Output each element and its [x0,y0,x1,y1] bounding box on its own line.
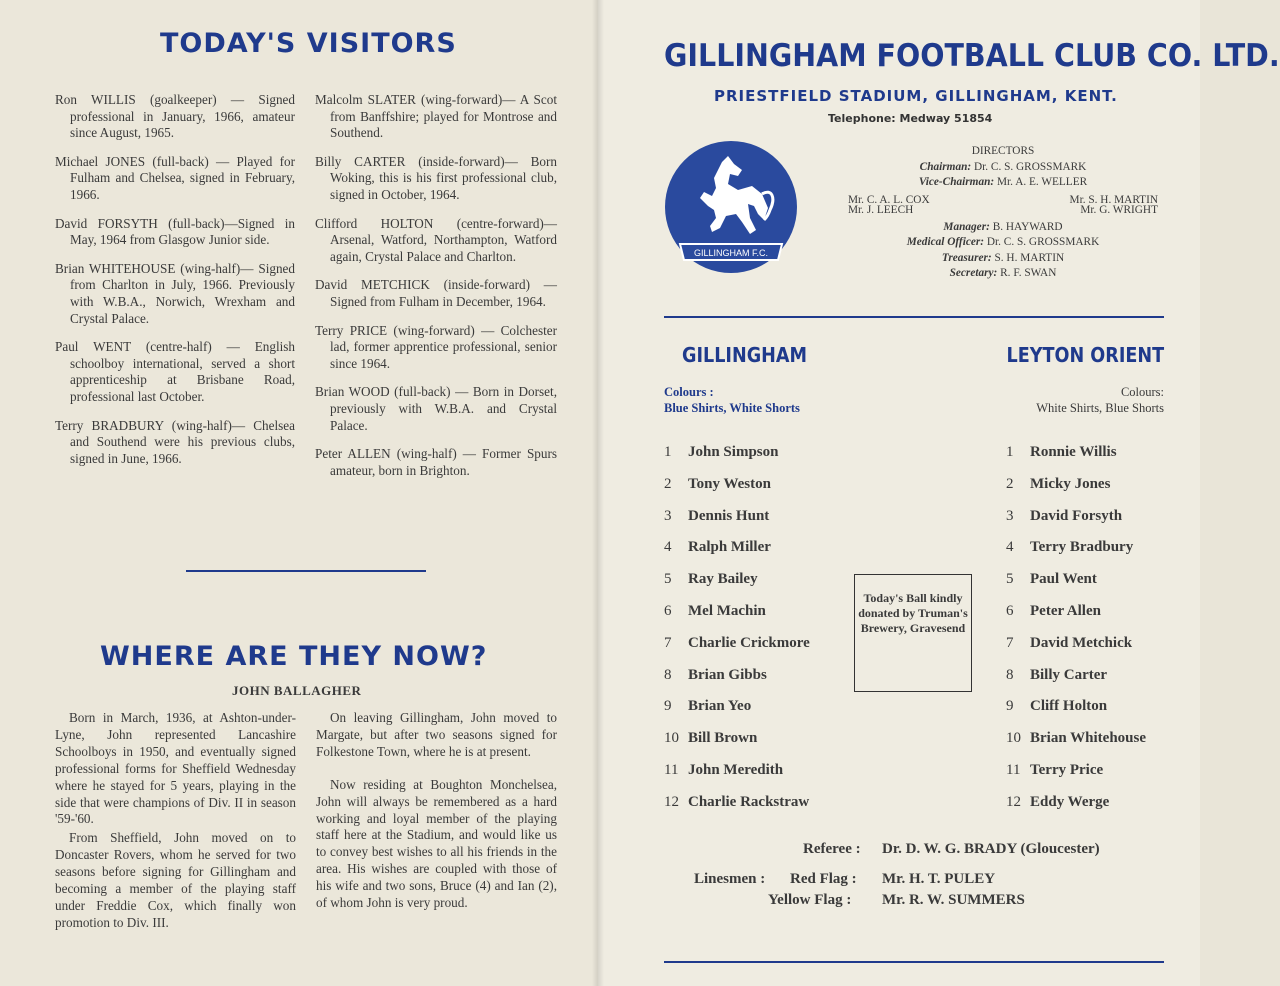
visitor-bio: Terry BRADBURY (wing-half)— Chelsea and Southend were his previous clubs, signed in June, 1966. [55,417,295,466]
feature-paragraph: Born in March, 1936, at Ashton-under-Lyne, John represented Lancashire Schoolboys in 1950, and eventually signed professional forms for Sheffield Wednesday where he stayed for 5 years, playing in the side that were champions of Div. II in season '59-'60. [55,710,296,827]
visitor-bio: Paul WENT (centre-half) — English schoolboy international, served a short apprenticeship at Brisbane Road, professional last October. [55,339,295,404]
lineup-player [664,571,758,588]
secretary: R. F. SWAN [1000,267,1057,279]
shirt-number: 6 [664,603,672,619]
feature-subject: JOHN BALLAGHER [232,683,362,698]
lineup-player [1006,539,1133,556]
visitor-bio: David METCHICK (inside-forward) —Signed from Fulham in December, 1964. [315,277,557,309]
club-name: GILLINGHAM FOOTBALL CLUB CO. LTD. [664,38,1280,74]
yellow-flag-linesman: Mr. R. W. SUMMERS [882,892,1025,908]
shirt-number: 10 [664,730,679,747]
player-name: Cliff Holton [1030,698,1108,715]
shirt-number: 10 [1006,730,1021,747]
linesmen-label: Linesmen : [694,871,766,887]
player-name: David Metchick [1030,634,1133,651]
visitor-bio: Clifford HOLTON (centre-forward)— Arsenal, Watford, Northampton, Watford again, Crystal Palace and Charlton. [315,215,557,264]
director: Mr. G. WRIGHT [1080,204,1158,216]
player-name: Paul Went [1030,571,1097,588]
lineup-player [1006,762,1103,779]
shirt-number: 2 [664,475,672,492]
referee: Dr. D. W. G. BRADY (Gloucester) [882,841,1100,857]
player-name: Charlie Crickmore [688,634,810,651]
director: Mr. S. H. MARTIN [1069,193,1158,206]
lineup-player [664,444,778,461]
player-name: Tony Weston [688,475,771,492]
referee-label: Referee : [803,841,861,857]
ball-sponsor-box [854,574,972,692]
shirt-number: 8 [664,666,672,683]
lineup-player [1006,635,1132,652]
home-colours: Colours : Blue Shirts, White Shorts [664,385,800,415]
page-fold [592,0,604,986]
lineup-player [1006,730,1146,747]
player-name: Brian Whitehouse [1030,730,1146,747]
visitor-bio: David FORSYTH (full-back)—Signed in May, 1964 from Glasgow Junior side. [55,215,295,248]
lineup-player [664,635,810,652]
shirt-number: 12 [1006,793,1021,810]
shirt-number: 1 [1006,444,1014,460]
where-left-column [55,710,296,948]
player-name: John Meredith [688,762,784,778]
lineup-player [664,762,783,779]
shirt-number: 12 [664,793,679,810]
manager: B. HAYWARD [992,220,1063,233]
lineup-player [664,667,767,684]
visitor-bio: Malcolm SLATER (wing-forward)— A Scot from Banffshire; played for Montrose and Southend. [315,92,557,141]
lineup-player [664,603,766,620]
lineup-player [664,508,769,525]
footer-divider [664,961,1164,963]
lineup-player [664,730,757,747]
left-page [0,0,598,986]
feature-paragraph: From Sheffield, John moved on to Doncaster Rovers, whom he served for two seasons before signing for Gillingham and becoming a member of the playing staff under Freddie Cox, which finally won promotion to Div. III. [55,830,296,930]
vice-chairman: Mr. A. E. WELLER [996,176,1088,188]
visitor-bio: Brian WHITEHOUSE (wing-half)— Signed from Charlton in July, 1966. Previously with W.B.A., Norwich, Wrexham and Crystal Palace. [55,260,295,326]
shirt-number: 11 [1006,762,1021,778]
club-crest-icon [664,140,798,274]
shirt-number: 7 [664,634,672,651]
visitor-bio: Billy CARTER (inside-forward)— Born Woking, this is his first professional club, signed in October, 1964. [315,153,557,202]
shirt-number: 9 [1006,698,1014,715]
lineup-player [1006,444,1117,461]
medical-officer: Dr. C. S. GROSSMARK [986,236,1100,248]
player-name: Billy Carter [1030,666,1108,683]
player-name: Dennis Hunt [688,507,770,524]
lineup-player [664,794,809,811]
lineup-player [1006,508,1122,525]
yellow-flag-label: Yellow Flag : [768,892,852,908]
player-name: Ralph Miller [688,539,771,556]
directors-heading: DIRECTORS [971,145,1035,157]
visitor-bio: Ron WILLIS (goalkeeper) — Signed professional in January, 1966, amateur since August, 1965. [55,92,295,141]
player-name: Charlie Rackstraw [688,793,810,810]
visitors-right-column [315,92,557,491]
treasurer: S. H. MARTIN [994,251,1065,264]
visitor-bio: Michael JONES (full-back) — Played for Fulham and Chelsea, signed in February, 1966. [55,153,295,202]
header-divider [664,316,1164,318]
lineup-player [664,539,771,556]
red-flag-linesman: Mr. H. T. PULEY [882,871,996,887]
shirt-number: 4 [664,539,672,556]
shirt-number: 8 [1006,666,1014,683]
feature-paragraph: On leaving Gillingham, John moved to Margate, but after two seasons signed for Folkestone Town, where he is at present. [316,710,557,759]
shirt-number: 3 [664,507,672,524]
red-flag-label: Red Flag : [790,871,857,887]
where-right-column [316,710,557,928]
player-name: Micky Jones [1030,475,1111,492]
visitor-bio: Peter ALLEN (wing-half) — Former Spurs amateur, born in Brighton. [315,446,557,478]
telephone: Telephone: Medway 51854 [828,112,993,125]
lineup-player [1006,476,1110,493]
section-divider [186,570,426,572]
player-name: Terry Bradbury [1030,539,1134,556]
player-name: John Simpson [688,444,779,460]
director: Mr. J. LEECH [848,204,914,216]
svg-text:GILLINGHAM F.C.: GILLINGHAM F.C. [693,248,769,258]
shirt-number: 4 [1006,539,1014,556]
away-team-name: LEYTON ORIENT [1006,343,1164,367]
player-name: David Forsyth [1030,507,1123,524]
shirt-number: 7 [1006,634,1014,651]
where-title: WHERE ARE THEY NOW? [100,641,488,672]
player-name: Brian Gibbs [688,666,767,683]
home-team-name: GILLINGHAM [682,343,808,367]
lineup-player [1006,794,1109,811]
lineup-player [1006,603,1101,620]
player-name: Brian Yeo [688,698,752,715]
player-name: Bill Brown [688,730,758,747]
lineup-player [1006,698,1107,715]
shirt-number: 5 [1006,571,1014,588]
shirt-number: 11 [664,762,679,778]
director: Mr. C. A. L. COX [848,193,930,206]
visitors-title: TODAY'S VISITORS [160,28,457,59]
right-page [598,0,1280,986]
player-name: Eddy Werge [1030,793,1110,810]
directors-panel: DIRECTORS Chairman: Dr. C. S. GROSSMARK Vice-Chairman: Mr. A. E. WELLER Mr. C. A. L. COX Mr. S. H. MARTIN Mr. J. LEECH Mr. G. WRIGHT Manager: B. HAYWARD Medical Officer: Dr. C. S. GROSSMARK Treasurer: S. H. MARTIN Secretary: R. F. SWAN [838,144,1168,282]
chairman: Dr. C. S. GROSSMARK [973,160,1087,173]
shirt-number: 1 [664,444,672,460]
shirt-number: 2 [1006,475,1014,492]
player-name: Terry Price [1030,762,1104,778]
away-colours: Colours: White Shirts, Blue Shorts [1036,385,1164,415]
player-name: Ray Bailey [688,571,758,588]
lineup-player [1006,571,1097,588]
ball-sponsor-note: Today's Ball kindly donated by Truman's Brewery, Gravesend [858,591,968,635]
player-name: Peter Allen [1030,603,1101,619]
feature-paragraph: Now residing at Boughton Monchelsea, John will always be remembered as a hard working and loyal member of the playing staff here at the Stadium, and would like us to convey best wishes to all his friends in the area. His wishes are coupled with those of his wife and two sons, Bruce (4) and Ian (2), of whom John is very proud. [316,776,557,911]
shirt-number: 9 [664,698,672,715]
visitors-left-column [55,92,295,479]
visitor-bio: Brian WOOD (full-back) — Born in Dorset, previously with W.B.A. and Crystal Palace. [315,384,557,433]
shirt-number: 5 [664,571,672,588]
stadium-address: PRIESTFIELD STADIUM, GILLINGHAM, KENT. [714,87,1118,105]
lineup-player [664,698,751,715]
shirt-number: 6 [1006,603,1014,619]
lineup-player [664,476,771,493]
lineup-player [1006,667,1107,684]
player-name: Mel Machin [688,603,766,619]
player-name: Ronnie Willis [1030,444,1117,460]
shirt-number: 3 [1006,507,1014,524]
visitor-bio: Terry PRICE (wing-forward) — Colchester lad, former apprentice professional, senior since 1964. [315,322,557,371]
